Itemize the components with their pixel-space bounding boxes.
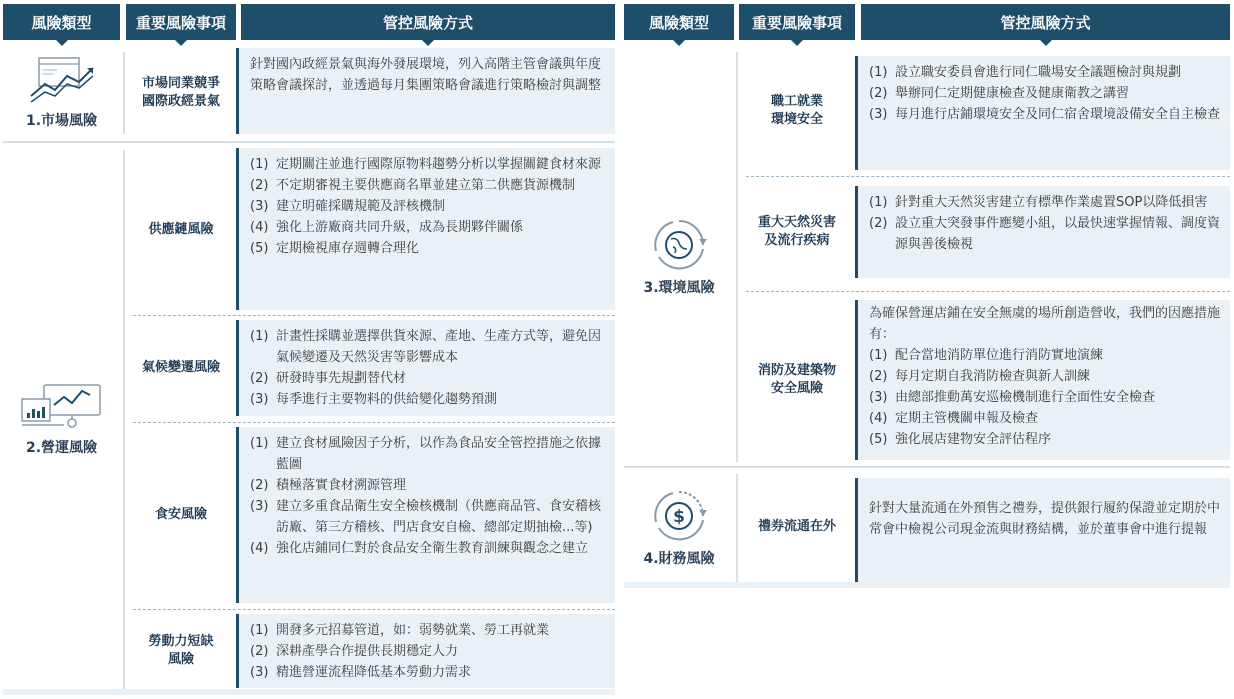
method-line: (3) 每月進行店鋪環境安全及同仁宿舍環境設備安全自主檢查 xyxy=(869,107,1221,122)
method-line: (3) 每季進行主要物料的供給變化趨勢預測 xyxy=(250,392,498,407)
method-text: 針對大量流通在外預售之禮券，提供銀行履約保證並定期於中常會中檢視公司現金流與財務結構，並於董事會中進行提報 xyxy=(869,501,1221,537)
method-line: (3) 建立明確採購規範及評核機制 xyxy=(250,199,446,214)
item-label: 重大天然災害 及流行疾病 xyxy=(757,215,836,248)
method-line: (1) 定期關注並進行國際原物料趨勢分析以掌握關鍵食材來源 xyxy=(250,157,602,172)
separator xyxy=(133,315,615,316)
operation-monitor-icon xyxy=(20,383,104,433)
item-fire-building-safety xyxy=(739,300,855,460)
method-line: (2) 每月定期自我消防檢查與新人訓練 xyxy=(869,369,1091,384)
type-label-finance: 4.財務風險 xyxy=(643,551,715,567)
item-market-competition xyxy=(126,52,236,134)
method-line: (2) 不定期審視主要供應商名單並建立第二供應貨源機制 xyxy=(250,178,576,193)
method-natural-disaster xyxy=(855,186,1230,278)
separator xyxy=(746,291,1230,292)
type-finance-risk xyxy=(624,474,734,582)
method-line: (1) 開發多元招募管道，如：弱勢就業、勞工再就業 xyxy=(250,623,550,638)
item-label: 食安風險 xyxy=(154,507,207,522)
item-label: 職工就業 環境安全 xyxy=(770,94,823,127)
bottom-bar xyxy=(3,689,615,695)
method-line: (1) 設立職安委員會進行同仁職場安全議題檢討與規劃 xyxy=(869,65,1182,80)
item-label: 消防及建築物 安全風險 xyxy=(757,363,836,396)
column-divider xyxy=(736,474,738,582)
method-market xyxy=(236,48,615,134)
item-label: 禮券流通在外 xyxy=(757,519,836,534)
column-divider xyxy=(123,52,125,134)
method-line: (2) 舉辦同仁定期健康檢查及健康衛教之講習 xyxy=(869,86,1130,101)
method-line: (4) 強化店鋪同仁對於食品安全衛生教育訓練與觀念之建立 xyxy=(250,541,589,556)
item-food-safety xyxy=(126,427,236,603)
method-line: (2) 積極落實食材溯源管理 xyxy=(250,478,407,493)
method-line: (1) 計畫性採購並選擇供貨來源、產地、生產方式等，避免因氣候變遷及天然災害等影響成本 xyxy=(250,329,602,365)
header-control-method: 管控風險方式 xyxy=(241,4,615,40)
item-label: 勞動力短缺 風險 xyxy=(148,634,214,667)
method-line: (3) 精進營運流程降低基本勞動力需求 xyxy=(250,665,472,680)
method-line: (1) 建立食材風險因子分析，以作為食品安全管控措施之依據藍圖 xyxy=(250,436,602,472)
method-line: (4) 定期主管機關申報及檢查 xyxy=(869,411,1039,426)
method-food-safety xyxy=(236,427,615,603)
header-risk-type: 風險類型 xyxy=(624,4,734,40)
separator xyxy=(624,466,1230,468)
type-environment-risk xyxy=(624,52,734,462)
method-line: (5) 強化展店建物安全評估程序 xyxy=(869,432,1052,447)
item-occupational-safety xyxy=(739,52,855,170)
header-risk-type: 風險類型 xyxy=(3,4,120,40)
method-line: (3) 建立多重食品衛生安全檢核機制（供應商品管、食安稽核訪廠、第三方稽核、門店食安自檢、總部定期抽檢...等) xyxy=(250,499,602,535)
item-label: 供應鏈風險 xyxy=(148,222,214,237)
item-supply-chain xyxy=(126,150,236,310)
bottom-bar xyxy=(624,582,1230,588)
separator xyxy=(133,609,615,610)
method-line: (2) 設立重大突發事件應變小組，以最快速掌握情報、調度資源與善後檢視 xyxy=(869,216,1221,252)
method-occupational-safety xyxy=(855,56,1230,170)
separator xyxy=(133,422,615,423)
method-line: (2) 研發時事先規劃替代材 xyxy=(250,371,407,386)
market-chart-icon xyxy=(27,56,97,106)
column-divider xyxy=(736,52,738,462)
method-gift-voucher xyxy=(855,478,1230,582)
type-market-risk xyxy=(3,52,120,134)
type-operation-risk xyxy=(3,150,120,690)
type-label-environment: 3.環境風險 xyxy=(643,280,715,296)
method-supply-chain xyxy=(236,148,615,310)
item-natural-disaster xyxy=(739,184,855,280)
svg-text:$: $ xyxy=(673,507,685,527)
globe-cycle-icon xyxy=(651,217,707,273)
right-risk-table xyxy=(624,4,1230,594)
method-fire-building-safety xyxy=(855,300,1230,460)
header-risk-item: 重要風險事項 xyxy=(126,4,236,40)
header-risk-item: 重要風險事項 xyxy=(739,4,855,40)
method-text: 針對國內政經景氣與海外發展環境，列入高階主管會議與年度策略會議探討，並透過每月集團策略會議進行策略檢討與調整 xyxy=(250,57,602,93)
type-label-operation: 2.營運風險 xyxy=(25,440,98,456)
item-gift-voucher xyxy=(739,474,855,580)
method-intro: 為確保營運店鋪在安全無虞的場所創造營收，我們的因應措施有： xyxy=(869,306,1221,342)
type-label-market: 1.市場風險 xyxy=(25,113,98,129)
method-line: (4) 強化上游廠商共同升級，成為長期夥伴關係 xyxy=(250,220,524,235)
separator xyxy=(3,141,615,143)
column-divider xyxy=(123,150,125,690)
method-line: (1) 針對重大天然災害建立有標準作業處置SOP以降低損害 xyxy=(869,195,1208,210)
left-risk-table xyxy=(3,4,615,699)
item-labor-shortage xyxy=(126,614,236,688)
method-labor-shortage xyxy=(236,614,615,688)
header-control-method: 管控風險方式 xyxy=(861,4,1230,40)
method-line: (3) 由總部推動萬安巡檢機制進行全面性安全檢查 xyxy=(869,390,1156,405)
item-label: 市場同業競爭 國際政經景氣 xyxy=(141,76,220,109)
method-climate-change xyxy=(236,320,615,416)
dollar-cycle-icon xyxy=(651,488,707,544)
separator xyxy=(746,176,1230,177)
method-line: (2) 深耕產學合作提供長期穩定人力 xyxy=(250,644,459,659)
item-label: 氣候變遷風險 xyxy=(141,360,220,375)
method-line: (1) 配合當地消防單位進行消防實地演練 xyxy=(869,348,1104,363)
method-line: (5) 定期檢視庫存週轉合理化 xyxy=(250,241,420,256)
item-climate-change xyxy=(126,320,236,416)
